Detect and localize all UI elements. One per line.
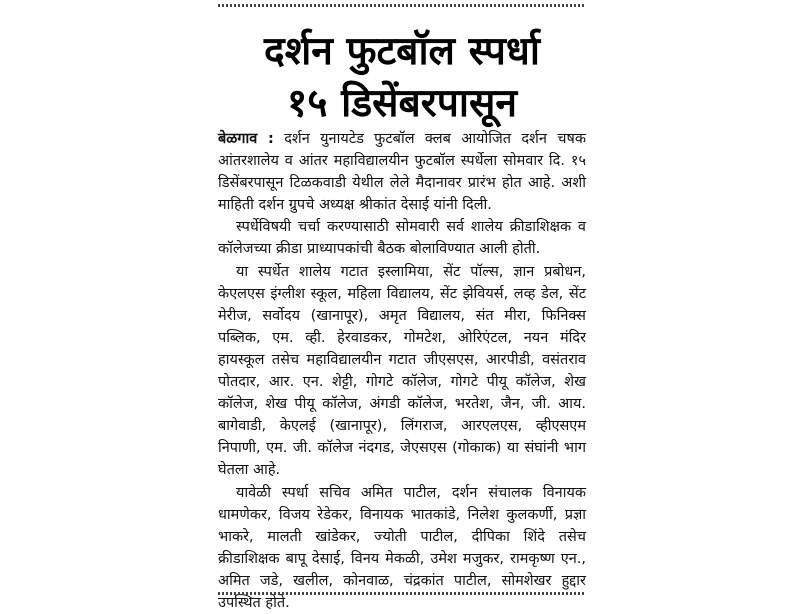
article-paragraph-3: या स्पर्धेत शालेय गटात इस्लामिया, सेंट पॉल्स, ज्ञान प्रबोधन, केएलएस इंग्लीश स्कूल, महिला विद्यालय, सेंट झेवियर्स, लव्ह डेल, सेंट मेरीज, सर्वोदय (खानापूर), अमृत विद्यालय, संत मीरा, फिनिक्स पब्लिक, एम. व्ही. हेरवाडकर, गोमटेश, ओरिएंटल, नयन मंदिर हायस्कूल तसेच महाविद्यालयीन गटात जीएसएस, आरपीडी, वसंतराव पोतदार, आर. एन. शेट्टी, गोगटे कॉलेज, गोगटे पीयू कॉलेज, शेख कॉलेज, शेख पीयू कॉलेज, अंगडी कॉलेज, भरतेश, जैन, जी. आय. बागेवाडी, केएलई (खानापूर), लिंगराज, आरएलएस, व्हीएसएम निपाणी, एम. जी. कॉलेज नंदगड, जेएसएस (गोकाक) या संघांनी भाग घेतला आहे. [218, 261, 586, 482]
headline [218, 26, 586, 130]
headline-line-2: १५ डिसेंबरपासून [218, 78, 586, 130]
article-paragraph-1 [218, 128, 586, 216]
top-dotted-rule [218, 4, 586, 7]
headline-line-1: दर्शन फुटबॉल स्पर्धा [218, 26, 586, 78]
article-paragraph-4: यावेळी स्पर्धा सचिव अमित पाटील, दर्शन संचालक विनायक धामणेकर, विजय रेडेकर, विनायक भातकांडे, निलेश कुलकर्णी, प्रज्ञा भाकरे, मालती खांडेकर, ज्योती पाटील, दीपिका शिंदे तसेच क्रीडाशिक्षक बापू देसाई, विनय मेकळी, उमेश मजुकर, रामकृष्ण एन., अमित जडे, खलील, कोनवाळ, चंद्रकांत पाटील, सोमशेखर हुद्दार उपस्थित होते. [218, 482, 586, 614]
article-body [218, 128, 586, 614]
dateline: बेळगाव : [218, 131, 274, 147]
news-clipping [218, 0, 586, 600]
paragraph-1-text: दर्शन युनायटेड फुटबॉल क्लब आयोजित दर्शन चषक आंतरशालेय व आंतर महाविद्यालयीन फुटबॉल स्पर्धेला सोमवार दि. १५ डिसेंबरपासून टिळकवाडी येथील लेले मैदानावर प्रारंभ होत आहे. अशी माहिती दर्शन ग्रुपचे अध्यक्ष श्रीकांत देसाई यांनी दिली. [218, 131, 586, 213]
bottom-dotted-rule [218, 592, 586, 595]
article-paragraph-2: स्पर्धेविषयी चर्चा करण्यासाठी सोमवारी सर्व शालेय क्रीडाशिक्षक व कॉलेजच्या क्रीडा प्राध्यापकांची बैठक बोलाविण्यात आली होती. [218, 216, 586, 260]
